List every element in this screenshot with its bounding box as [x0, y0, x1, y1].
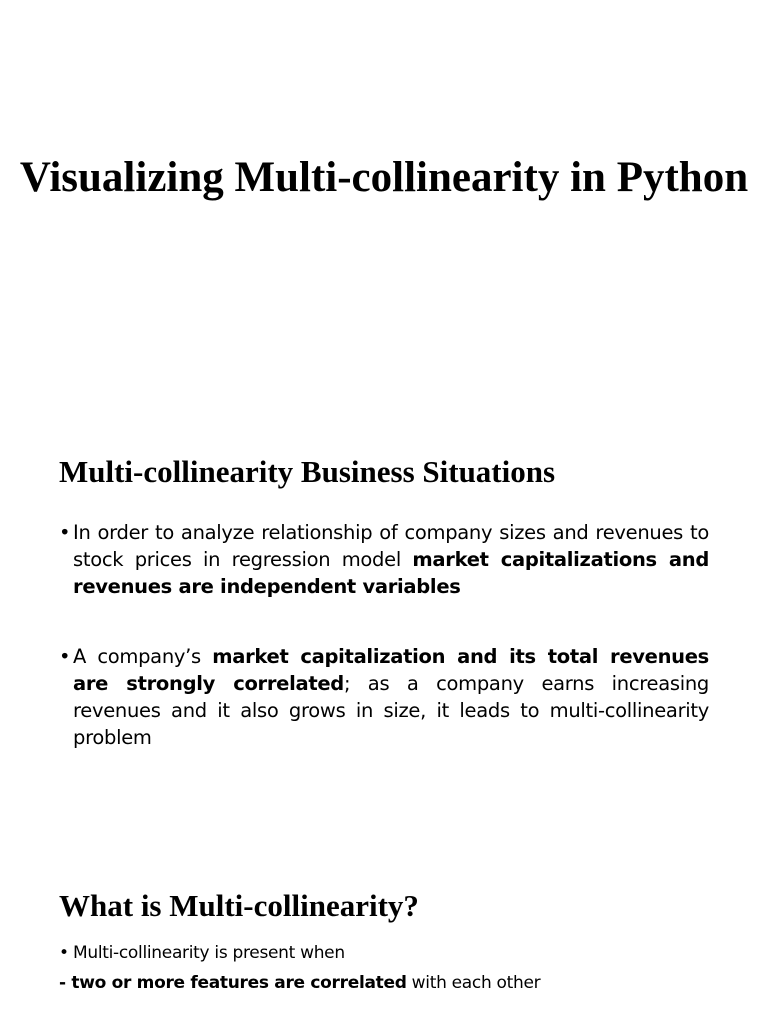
- bullet-text-normal: ; as a company earns increasing revenues and it also grows in size, it leads to multi-collinearity problem: [73, 672, 709, 749]
- business-bullet-1: [59, 519, 709, 600]
- bullet-text: Multi-collinearity is present when: [73, 943, 345, 963]
- bullet-text: [73, 519, 709, 600]
- line-normal-text: with each other: [406, 973, 541, 993]
- line-bold-text: - two or more features are correlated: [59, 973, 407, 993]
- slide-title: Visualizing Multi-collinearity in Python: [19, 154, 749, 201]
- bullet-text-bold: market capitalizations and revenues are independent variables: [73, 548, 709, 598]
- bullet-marker: •: [59, 645, 71, 668]
- business-situations-heading: Multi-collinearity Business Situations: [59, 454, 556, 489]
- bullet-marker: •: [59, 521, 71, 544]
- correlated-features-line: [59, 971, 540, 995]
- bullet-text-normal: In order to analyze relationship of company sizes and revenues to stock prices in regression model: [73, 521, 709, 571]
- bullet-text: [73, 643, 709, 751]
- bullet-marker: •: [59, 943, 69, 963]
- bullet-text-bold: market capitalization and its total revenues are strongly correlated: [73, 645, 709, 695]
- what-bullet: [59, 941, 709, 965]
- business-bullet-2: [59, 643, 709, 751]
- bullet-text-normal: A company’s: [73, 645, 213, 668]
- what-is-heading: What is Multi-collinearity?: [59, 888, 419, 923]
